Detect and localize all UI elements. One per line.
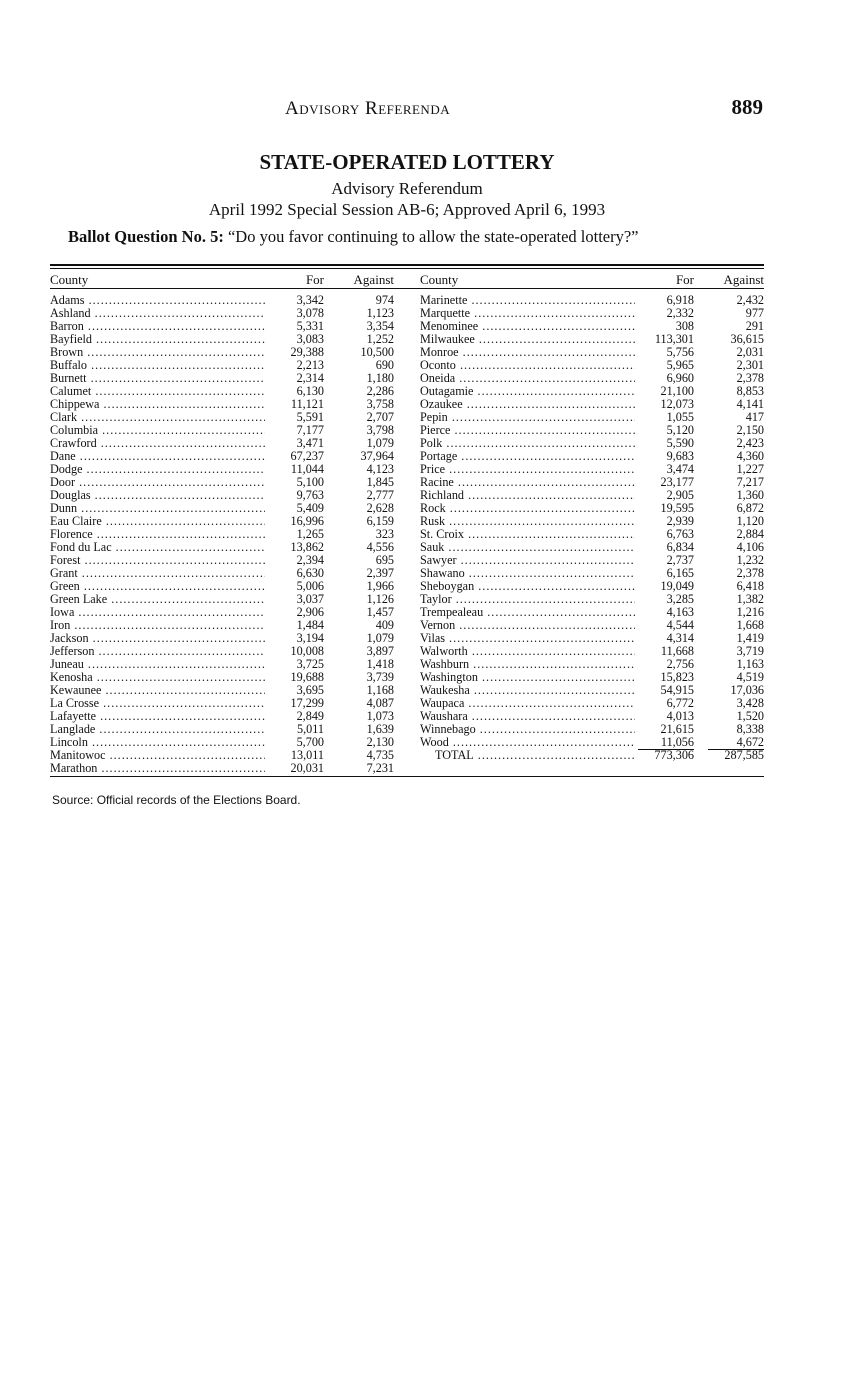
against-value: 1,123: [366, 306, 394, 320]
county-name: Milwaukee .....: [420, 333, 635, 346]
table-row: [50, 619, 764, 632]
against-value: 4,360: [736, 449, 764, 463]
county-name: La Crosse .....: [50, 697, 265, 710]
against-value: 6,872: [736, 501, 764, 515]
against-value: 4,087: [366, 696, 394, 710]
against-value: 1,252: [366, 332, 394, 346]
table-row: [50, 580, 764, 593]
county-name: Iowa .....: [50, 606, 265, 619]
for-value: 16,996: [290, 514, 324, 528]
against-value: 2,628: [366, 501, 394, 515]
for-value: 5,591: [296, 410, 324, 424]
county-name: Rock .....: [420, 502, 635, 515]
for-value: 3,342: [296, 293, 324, 307]
county-name: Walworth .....: [420, 645, 635, 658]
against-value: 3,354: [366, 319, 394, 333]
total-against: 287,585: [724, 748, 764, 762]
county-name: Oneida .....: [420, 372, 635, 385]
table-row: [50, 333, 764, 346]
county-name: Racine .....: [420, 476, 635, 489]
source-note: Source: Official records of the Elections Board.: [52, 793, 301, 807]
for-value: 1,055: [666, 410, 694, 424]
against-value: 2,130: [366, 735, 394, 749]
session-line: April 1992 Special Session AB-6; Approved April 6, 1993: [208, 200, 606, 219]
against-value: 10,500: [360, 345, 394, 359]
against-value: 977: [745, 306, 764, 320]
question-label: Ballot Question No. 5:: [68, 227, 224, 246]
against-value: 2,286: [366, 384, 394, 398]
for-value: 2,394: [296, 553, 324, 567]
table-row: [50, 632, 764, 645]
against-value: 2,150: [736, 423, 764, 437]
against-value: 8,338: [736, 722, 764, 736]
against-value: 1,966: [366, 579, 394, 593]
for-value: 9,683: [666, 449, 694, 463]
county-name: Waupaca .....: [420, 697, 635, 710]
for-value: 12,073: [660, 397, 694, 411]
for-value: 1,484: [296, 618, 324, 632]
table-row: [50, 424, 764, 437]
against-value: 4,141: [736, 397, 764, 411]
against-value: 6,418: [736, 579, 764, 593]
for-value: 2,905: [666, 488, 694, 502]
county-name: Brown .....: [50, 346, 265, 359]
against-value: 2,031: [736, 345, 764, 359]
against-value: 2,777: [366, 488, 394, 502]
against-value: 1,668: [736, 618, 764, 632]
county-name: Juneau .....: [50, 658, 265, 671]
against-value: 690: [375, 358, 394, 372]
county-name: Oconto .....: [420, 359, 635, 372]
against-value: 1,180: [366, 371, 394, 385]
table-row: [50, 658, 764, 671]
county-name: Richland .....: [420, 489, 635, 502]
for-value: 19,595: [660, 501, 694, 515]
for-value: 11,668: [660, 644, 694, 658]
against-value: 4,735: [366, 748, 394, 762]
county-name: Iron .....: [50, 619, 265, 632]
for-value: 6,165: [666, 566, 694, 580]
for-value: 3,474: [666, 462, 694, 476]
county-name: Ashland .....: [50, 307, 265, 320]
for-value: 7,177: [296, 423, 324, 437]
for-value: 4,163: [666, 605, 694, 619]
county-name: Kenosha .....: [50, 671, 265, 684]
for-value: 29,388: [290, 345, 324, 359]
county-name: Adams .....: [50, 294, 265, 307]
for-value: 3,037: [296, 592, 324, 606]
total-row: [50, 749, 764, 762]
for-value: 3,194: [296, 631, 324, 645]
for-value: 5,006: [296, 579, 324, 593]
page-title: STATE-OPERATED LOTTERY: [259, 150, 555, 174]
against-value: 1,079: [366, 631, 394, 645]
against-value: 2,423: [736, 436, 764, 450]
table-row: [50, 710, 764, 723]
county-name: Forest .....: [50, 554, 265, 567]
table-row: [50, 450, 764, 463]
for-value: 2,756: [666, 657, 694, 671]
for-value: 5,700: [296, 735, 324, 749]
against-value: 1,360: [736, 488, 764, 502]
county-name: Lincoln .....: [50, 736, 265, 749]
col-county-right: County: [420, 272, 459, 287]
for-value: 6,772: [666, 696, 694, 710]
county-name: Buffalo .....: [50, 359, 265, 372]
for-value: 5,011: [297, 722, 324, 736]
against-value: 1,418: [366, 657, 394, 671]
running-head: Advisory Referenda: [285, 98, 451, 119]
for-value: 5,965: [666, 358, 694, 372]
for-value: 3,695: [296, 683, 324, 697]
county-name: Pierce .....: [420, 424, 635, 437]
county-name: Vilas .....: [420, 632, 635, 645]
table-row: [50, 346, 764, 359]
for-value: 5,590: [666, 436, 694, 450]
table-row: [50, 515, 764, 528]
table-row: [50, 476, 764, 489]
for-value: 21,615: [660, 722, 694, 736]
county-name: Monroe .....: [420, 346, 635, 359]
against-value: 1,457: [366, 605, 394, 619]
against-value: 2,884: [736, 527, 764, 541]
for-value: 6,960: [666, 371, 694, 385]
for-value: 5,331: [296, 319, 324, 333]
for-value: 4,314: [666, 631, 694, 645]
county-name: Kewaunee .....: [50, 684, 265, 697]
for-value: 6,630: [296, 566, 324, 580]
for-value: 4,544: [666, 618, 694, 632]
for-value: 3,083: [296, 332, 324, 346]
county-name: Clark .....: [50, 411, 265, 424]
table-rule-top: [50, 264, 764, 266]
table-row: [50, 463, 764, 476]
against-value: 974: [375, 293, 394, 307]
county-name: Winnebago .....: [420, 723, 635, 736]
page-number: 889: [731, 95, 763, 119]
county-name: Green Lake .....: [50, 593, 265, 606]
county-name: Portage .....: [420, 450, 635, 463]
county-name: Washington .....: [420, 671, 635, 684]
county-name: Calumet .....: [50, 385, 265, 398]
county-name: Marquette .....: [420, 307, 635, 320]
results-table: [50, 264, 764, 777]
col-for-right: For: [675, 272, 694, 287]
for-value: 20,031: [290, 761, 324, 775]
county-name: Sawyer .....: [420, 554, 635, 567]
for-value: 11,121: [290, 397, 324, 411]
county-name: Menominee .....: [420, 320, 635, 333]
county-name: Taylor .....: [420, 593, 635, 606]
for-value: 10,008: [290, 644, 324, 658]
table-row: [50, 528, 764, 541]
against-value: 3,719: [736, 644, 764, 658]
against-value: 2,432: [736, 293, 764, 307]
for-value: 5,100: [296, 475, 324, 489]
for-value: 5,409: [296, 501, 324, 515]
table-row: [50, 697, 764, 710]
col-for-left: For: [305, 272, 324, 287]
table-row: [50, 671, 764, 684]
county-name: Fond du Lac .....: [50, 541, 265, 554]
for-value: 6,763: [666, 527, 694, 541]
against-value: 3,798: [366, 423, 394, 437]
against-value: 17,036: [730, 683, 764, 697]
table-row: [50, 307, 764, 320]
against-value: 1,845: [366, 475, 394, 489]
table-row: [50, 645, 764, 658]
against-value: 3,739: [366, 670, 394, 684]
county-name: Price .....: [420, 463, 635, 476]
county-name: Dodge .....: [50, 463, 265, 476]
county-name: Jefferson .....: [50, 645, 265, 658]
table-row: [50, 723, 764, 736]
for-value: 6,918: [666, 293, 694, 307]
county-name: St. Croix .....: [420, 528, 635, 541]
for-value: 308: [675, 319, 694, 333]
table-row: [50, 762, 764, 775]
county-name: Douglas .....: [50, 489, 265, 502]
table-row: [50, 359, 764, 372]
county-name: Sheboygan .....: [420, 580, 635, 593]
county-name: Polk .....: [420, 437, 635, 450]
county-name: Dane .....: [50, 450, 265, 463]
against-value: 409: [375, 618, 394, 632]
against-value: 3,897: [366, 644, 394, 658]
for-value: 3,725: [296, 657, 324, 671]
table-row: [50, 294, 764, 307]
against-value: 1,216: [736, 605, 764, 619]
for-value: 3,078: [296, 306, 324, 320]
against-value: 1,163: [736, 657, 764, 671]
county-name: Trempealeau .....: [420, 606, 635, 619]
for-value: 2,737: [666, 553, 694, 567]
total-label: TOTAL .....: [435, 749, 635, 762]
against-value: 323: [375, 527, 394, 541]
county-name: Columbia .....: [50, 424, 265, 437]
against-value: 1,168: [366, 683, 394, 697]
against-value: 1,120: [736, 514, 764, 528]
table-body: [50, 289, 764, 775]
for-value: 9,763: [296, 488, 324, 502]
county-name: Wood .....: [420, 736, 635, 749]
county-name: Lafayette .....: [50, 710, 265, 723]
for-value: 17,299: [290, 696, 324, 710]
table-row: [50, 567, 764, 580]
county-name: Langlade .....: [50, 723, 265, 736]
against-value: 2,378: [736, 371, 764, 385]
against-value: 3,758: [366, 397, 394, 411]
table-header: [50, 271, 764, 288]
against-value: 4,556: [366, 540, 394, 554]
county-name: Sauk .....: [420, 541, 635, 554]
county-name: Grant .....: [50, 567, 265, 580]
for-value: 2,849: [296, 709, 324, 723]
against-value: 3,428: [736, 696, 764, 710]
col-against-right: Against: [723, 272, 764, 287]
for-value: 2,314: [296, 371, 324, 385]
subtitle: Advisory Referendum: [331, 179, 483, 198]
against-value: 2,397: [366, 566, 394, 580]
against-value: 2,301: [736, 358, 764, 372]
county-name: Florence .....: [50, 528, 265, 541]
against-value: 291: [745, 319, 764, 333]
table-row: [50, 502, 764, 515]
for-value: 13,011: [290, 748, 324, 762]
for-value: 5,756: [666, 345, 694, 359]
for-value: 2,906: [296, 605, 324, 619]
table-row: [50, 398, 764, 411]
county-name: Marinette .....: [420, 294, 635, 307]
for-value: 21,100: [660, 384, 694, 398]
against-value: 695: [375, 553, 394, 567]
for-value: 54,915: [660, 683, 694, 697]
against-value: 6,159: [366, 514, 394, 528]
for-value: 4,013: [666, 709, 694, 723]
for-value: 6,834: [666, 540, 694, 554]
county-name: Crawford .....: [50, 437, 265, 450]
ballot-question: [68, 227, 788, 247]
against-value: 7,231: [366, 761, 394, 775]
county-name: Outagamie .....: [420, 385, 635, 398]
county-name: Dunn .....: [50, 502, 265, 515]
table-rule-bottom: [50, 776, 764, 777]
against-value: 4,123: [366, 462, 394, 476]
county-name: Washburn .....: [420, 658, 635, 671]
county-name: Waukesha .....: [420, 684, 635, 697]
county-name: Eau Claire .....: [50, 515, 265, 528]
against-value: 1,126: [366, 592, 394, 606]
against-value: 1,227: [736, 462, 764, 476]
against-value: 1,232: [736, 553, 764, 567]
for-value: 19,049: [660, 579, 694, 593]
county-name: Pepin .....: [420, 411, 635, 424]
county-name: Vernon .....: [420, 619, 635, 632]
against-value: 1,639: [366, 722, 394, 736]
table-row: [50, 606, 764, 619]
county-name: Chippewa .....: [50, 398, 265, 411]
for-value: 1,265: [296, 527, 324, 541]
county-name: Jackson .....: [50, 632, 265, 645]
against-value: 1,079: [366, 436, 394, 450]
against-value: 8,853: [736, 384, 764, 398]
for-value: 2,332: [666, 306, 694, 320]
for-value: 13,862: [290, 540, 324, 554]
for-value: 3,285: [666, 592, 694, 606]
table-row: [50, 541, 764, 554]
county-name: Barron .....: [50, 320, 265, 333]
against-value: 2,378: [736, 566, 764, 580]
table-row: [50, 411, 764, 424]
county-name: Marathon .....: [50, 762, 265, 775]
col-county-left: County: [50, 272, 89, 287]
against-value: 37,964: [360, 449, 394, 463]
for-value: 19,688: [290, 670, 324, 684]
against-value: 36,615: [730, 332, 764, 346]
table-row: [50, 489, 764, 502]
for-value: 5,120: [666, 423, 694, 437]
for-value: 67,237: [290, 449, 324, 463]
county-name: Waushara .....: [420, 710, 635, 723]
county-name: Burnett .....: [50, 372, 265, 385]
against-value: 4,519: [736, 670, 764, 684]
county-name: Rusk .....: [420, 515, 635, 528]
table-rule-thin: [50, 268, 764, 269]
against-value: 1,419: [736, 631, 764, 645]
county-name: Door .....: [50, 476, 265, 489]
for-value: 2,213: [296, 358, 324, 372]
county-name: Bayfield .....: [50, 333, 265, 346]
for-value: 11,044: [290, 462, 324, 476]
against-value: 7,217: [736, 475, 764, 489]
table-row: [50, 593, 764, 606]
for-value: 11,056: [660, 735, 694, 749]
for-value: 2,939: [666, 514, 694, 528]
table-row: [50, 385, 764, 398]
county-name: Green .....: [50, 580, 265, 593]
for-value: 15,823: [660, 670, 694, 684]
against-value: 1,073: [366, 709, 394, 723]
table-row: [50, 684, 764, 697]
for-value: 23,177: [660, 475, 694, 489]
total-for: 773,306: [654, 748, 694, 762]
against-value: 1,520: [736, 709, 764, 723]
for-value: 113,301: [654, 332, 694, 346]
table-row: [50, 437, 764, 450]
for-value: 3,471: [296, 436, 324, 450]
against-value: 1,382: [736, 592, 764, 606]
against-value: 4,106: [736, 540, 764, 554]
question-text: “Do you favor continuing to allow the state-operated lottery?”: [227, 227, 639, 246]
against-value: 417: [745, 410, 764, 424]
for-value: 6,130: [296, 384, 324, 398]
table-row: [50, 372, 764, 385]
col-against-left: Against: [353, 272, 394, 287]
table-row: [50, 554, 764, 567]
against-value: 4,672: [736, 735, 764, 749]
county-name: Ozaukee .....: [420, 398, 635, 411]
against-value: 2,707: [366, 410, 394, 424]
county-name: Manitowoc .....: [50, 749, 265, 762]
county-name: Shawano .....: [420, 567, 635, 580]
